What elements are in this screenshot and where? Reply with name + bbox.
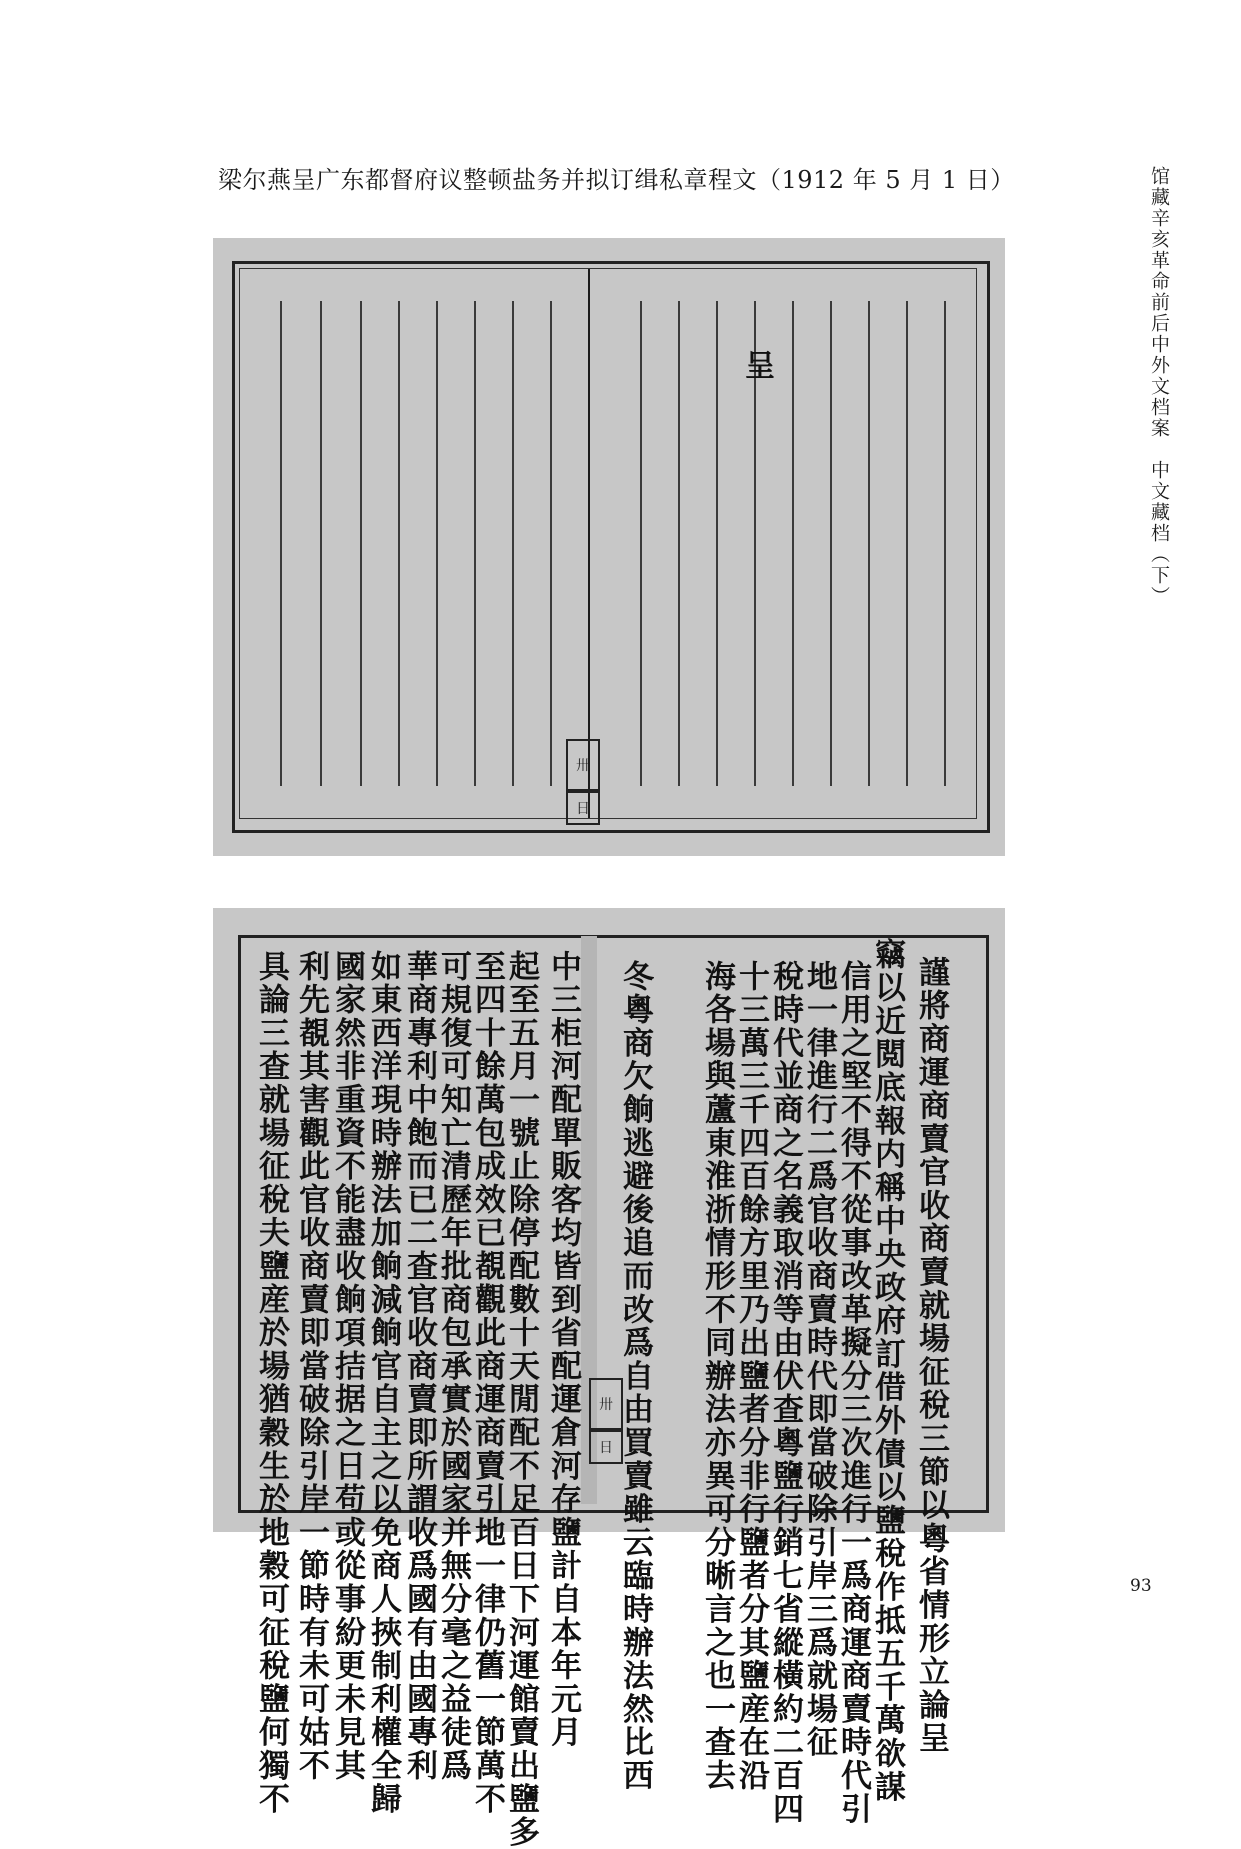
text-column: 利先覩其害觀此官收商賣即當破除引岸一節時有未可姑不	[293, 950, 329, 1783]
text-column: 具論三查就場征稅夫鹽産於場猶穀生於地穀可征稅鹽何獨不	[253, 950, 289, 1816]
ruled-line	[678, 301, 680, 786]
ruled-line	[830, 301, 832, 786]
ruled-line	[398, 301, 400, 786]
text-column: 海各場與蘆東淮浙情形不同辦法亦異可分晰言之也一查去	[699, 960, 735, 1793]
ruled-line	[906, 301, 908, 786]
text-column: 可規復可知亡清歷年批商包承實於國家并無分毫之益徒爲	[435, 950, 471, 1783]
page-title: 梁尔燕呈广东都督府议整顿盐务并拟订缉私章程文（1912 年 5 月 1 日）	[218, 166, 1015, 194]
page-number: 93	[1130, 1576, 1152, 1596]
text-column: 至四十餘萬包成效已覩觀此商運商賣引地一律仍舊一節萬不	[469, 950, 505, 1816]
ruled-line	[944, 301, 946, 786]
text-column: 稅時代並商之名義取消等由伏查粵鹽行銷七省縱橫約二百四	[767, 960, 803, 1826]
text-column: 起至五月一號止除停配數十天閒配不足百日下河運館賣出鹽多	[503, 950, 539, 1849]
text-column: 十三萬三千四百餘方里乃出鹽者分非行鹽者分其鹽産在沿	[733, 960, 769, 1793]
ruled-line	[280, 301, 282, 786]
ruled-line	[640, 301, 642, 786]
ruled-line	[512, 301, 514, 786]
text-column: 地一律進行二爲官收商賣時代即當破除引岸三爲就場征	[801, 960, 837, 1760]
ruled-line	[474, 301, 476, 786]
text-column: 國家然非重資不能盡收餉項拮据之日苟或從事紛更未見其	[329, 950, 365, 1783]
ruled-line	[360, 301, 362, 786]
text-column: 如東西洋現時辦法加餉減餉官自主之以免商人挾制利權全歸	[365, 950, 401, 1816]
center-gutter	[588, 269, 590, 818]
text-column: 華商專利中飽而已二查官收商賣即所謂收爲國有由國專利	[401, 950, 437, 1783]
cover-inner-frame	[239, 268, 977, 819]
seal-stamp: 日	[589, 1430, 623, 1464]
ruled-line	[550, 301, 552, 786]
ruled-line	[868, 301, 870, 786]
text-column: 冬粵商欠餉逃避後追而改爲自由買賣雖云臨時辦法然比西	[617, 960, 653, 1793]
seal-stamp: 卅	[566, 739, 600, 791]
text-column: 信用之堅不得不從事改革擬分三次進行一爲商運商賣時代引	[835, 960, 871, 1826]
cover-mark-text: 呈	[745, 349, 775, 384]
text-column: 謹將商運商賣官收商賣就場征稅三節以粵省情形立論呈	[913, 956, 949, 1756]
running-header: 馆藏辛亥革命前后中外文档案 中文藏档（下）	[1148, 166, 1170, 607]
document-scan-cover	[213, 238, 1005, 856]
text-column: 竊以近閲底報内稱中央政府訂借外債以鹽稅作抵五千萬欲謀	[869, 938, 905, 1804]
ruled-line	[716, 301, 718, 786]
ruled-line	[320, 301, 322, 786]
seal-stamp: 日	[566, 791, 600, 825]
text-column: 中三柜河配單販客均皆到省配運倉河存鹽計自本年元月	[545, 950, 581, 1750]
ruled-line	[792, 301, 794, 786]
document-scan-text	[213, 908, 1005, 1849]
ruled-line	[436, 301, 438, 786]
seal-stamp: 卅	[589, 1378, 623, 1430]
